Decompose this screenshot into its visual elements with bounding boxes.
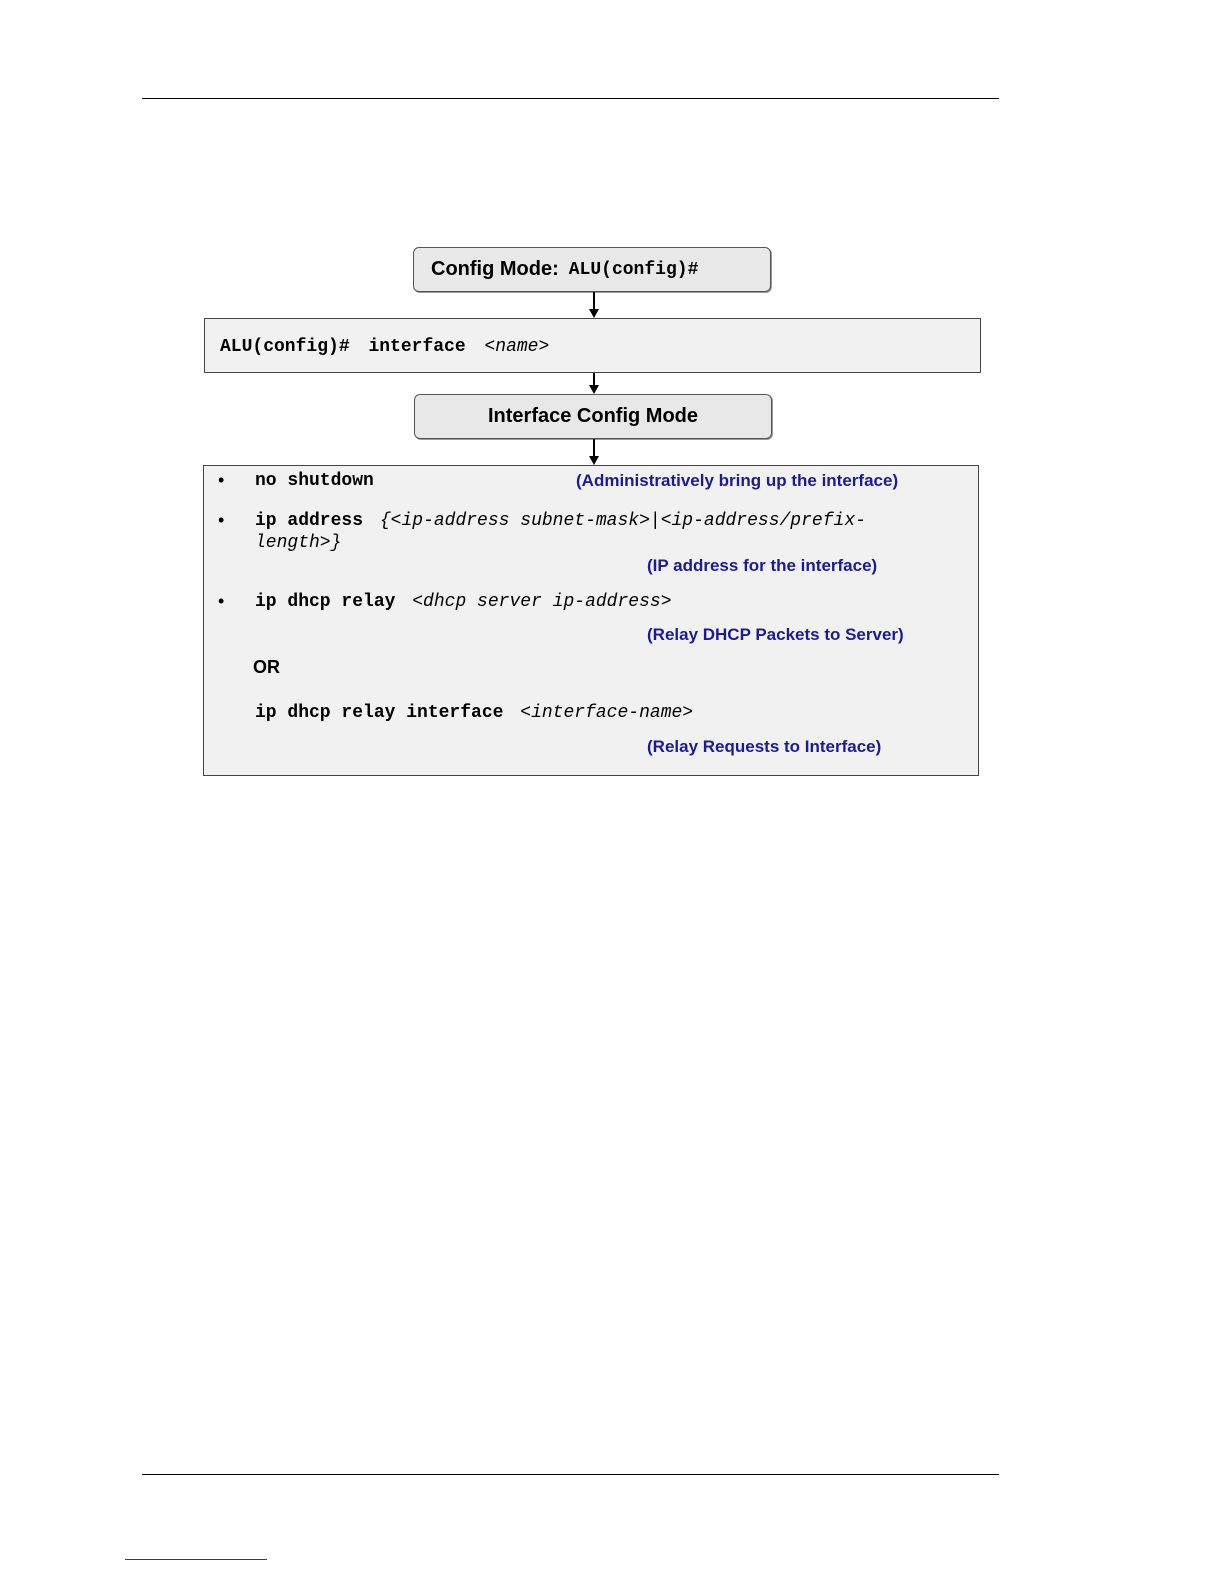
cmd-ip-address-keyword: ip address xyxy=(255,511,364,531)
interface-command-arg: <name> xyxy=(484,337,550,357)
interface-command-prompt: ALU(config)# xyxy=(220,337,350,357)
cmd-ip-address xyxy=(255,511,866,531)
cmd-dhcp-relay-interface-keyword: ip dhcp relay interface xyxy=(255,703,504,723)
note-ip-address: (IP address for the interface) xyxy=(647,556,878,575)
cmd-dhcp-relay-args: <dhcp server ip-address> xyxy=(412,592,672,612)
or-label: OR xyxy=(253,657,280,677)
note-no-shutdown: (Administratively bring up the interface) xyxy=(576,471,899,490)
config-mode-label: Config Mode: xyxy=(431,258,559,280)
interface-command-keyword: interface xyxy=(368,337,466,357)
interface-command-box xyxy=(204,318,981,373)
config-mode-box xyxy=(413,247,771,292)
footer-rule xyxy=(142,1474,999,1475)
interface-config-mode-box xyxy=(414,394,772,439)
cmd-no-shutdown: no shutdown xyxy=(255,471,374,491)
cmd-dhcp-relay-keyword: ip dhcp relay xyxy=(255,592,396,612)
cmd-dhcp-relay xyxy=(255,592,672,612)
interface-commands-box xyxy=(203,465,979,776)
note-dhcp-relay: (Relay DHCP Packets to Server) xyxy=(647,625,904,644)
note-dhcp-relay-interface: (Relay Requests to Interface) xyxy=(647,737,882,756)
cmd-ip-address-args-1: {<ip-address subnet-mask>|<ip-address/prefix- xyxy=(379,511,866,531)
cmd-dhcp-relay-interface-args: <interface-name> xyxy=(520,703,694,723)
bullet-ip-address: • xyxy=(218,510,225,530)
config-mode-prompt: ALU(config)# xyxy=(568,259,699,280)
header-rule xyxy=(142,98,999,99)
interface-config-mode-label: Interface Config Mode xyxy=(487,405,698,427)
cmd-ip-address-args-2: length>} xyxy=(255,533,342,553)
bullet-no-shutdown: • xyxy=(218,470,225,490)
footer-link-underline xyxy=(125,1559,267,1560)
interface-command-line xyxy=(220,337,549,357)
cmd-dhcp-relay-interface xyxy=(255,703,693,723)
bullet-dhcp-relay: • xyxy=(218,591,225,611)
